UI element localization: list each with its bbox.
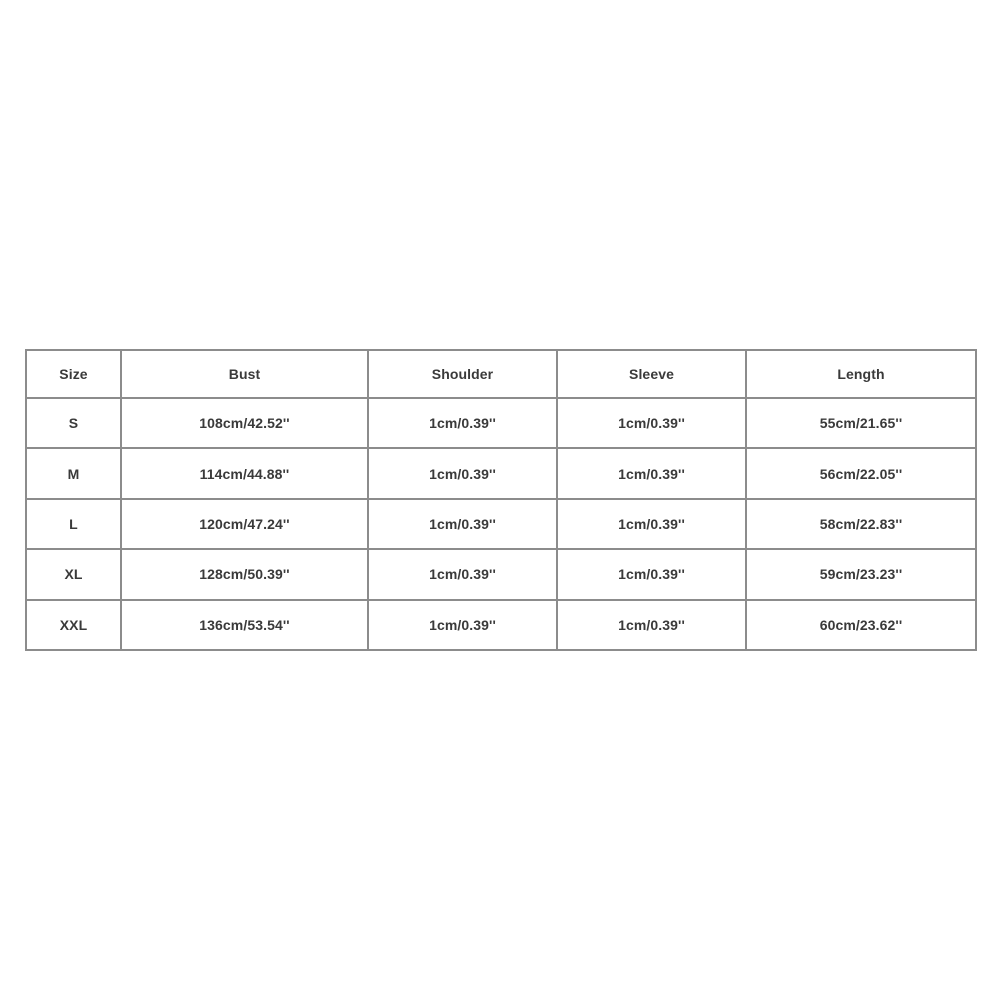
cell-size: XL	[26, 549, 121, 599]
header-shoulder: Shoulder	[368, 350, 557, 398]
header-bust: Bust	[121, 350, 368, 398]
header-sleeve: Sleeve	[557, 350, 746, 398]
cell-sleeve: 1cm/0.39''	[557, 398, 746, 448]
cell-size: XXL	[26, 600, 121, 650]
cell-shoulder: 1cm/0.39''	[368, 398, 557, 448]
cell-length: 60cm/23.62''	[746, 600, 976, 650]
cell-length: 59cm/23.23''	[746, 549, 976, 599]
table-row	[26, 549, 976, 599]
cell-bust: 120cm/47.24''	[121, 499, 368, 549]
table-row	[26, 398, 976, 448]
cell-size: S	[26, 398, 121, 448]
cell-size: L	[26, 499, 121, 549]
header-row	[26, 350, 976, 398]
cell-shoulder: 1cm/0.39''	[368, 499, 557, 549]
cell-shoulder: 1cm/0.39''	[368, 549, 557, 599]
table-row	[26, 600, 976, 650]
cell-sleeve: 1cm/0.39''	[557, 549, 746, 599]
header-length: Length	[746, 350, 976, 398]
cell-sleeve: 1cm/0.39''	[557, 448, 746, 498]
cell-length: 58cm/22.83''	[746, 499, 976, 549]
cell-shoulder: 1cm/0.39''	[368, 600, 557, 650]
cell-bust: 108cm/42.52''	[121, 398, 368, 448]
table-row	[26, 499, 976, 549]
size-chart-table	[25, 349, 977, 651]
cell-sleeve: 1cm/0.39''	[557, 600, 746, 650]
cell-sleeve: 1cm/0.39''	[557, 499, 746, 549]
header-size: Size	[26, 350, 121, 398]
cell-length: 55cm/21.65''	[746, 398, 976, 448]
cell-length: 56cm/22.05''	[746, 448, 976, 498]
cell-bust: 114cm/44.88''	[121, 448, 368, 498]
cell-bust: 128cm/50.39''	[121, 549, 368, 599]
cell-size: M	[26, 448, 121, 498]
table-row	[26, 448, 976, 498]
cell-bust: 136cm/53.54''	[121, 600, 368, 650]
cell-shoulder: 1cm/0.39''	[368, 448, 557, 498]
